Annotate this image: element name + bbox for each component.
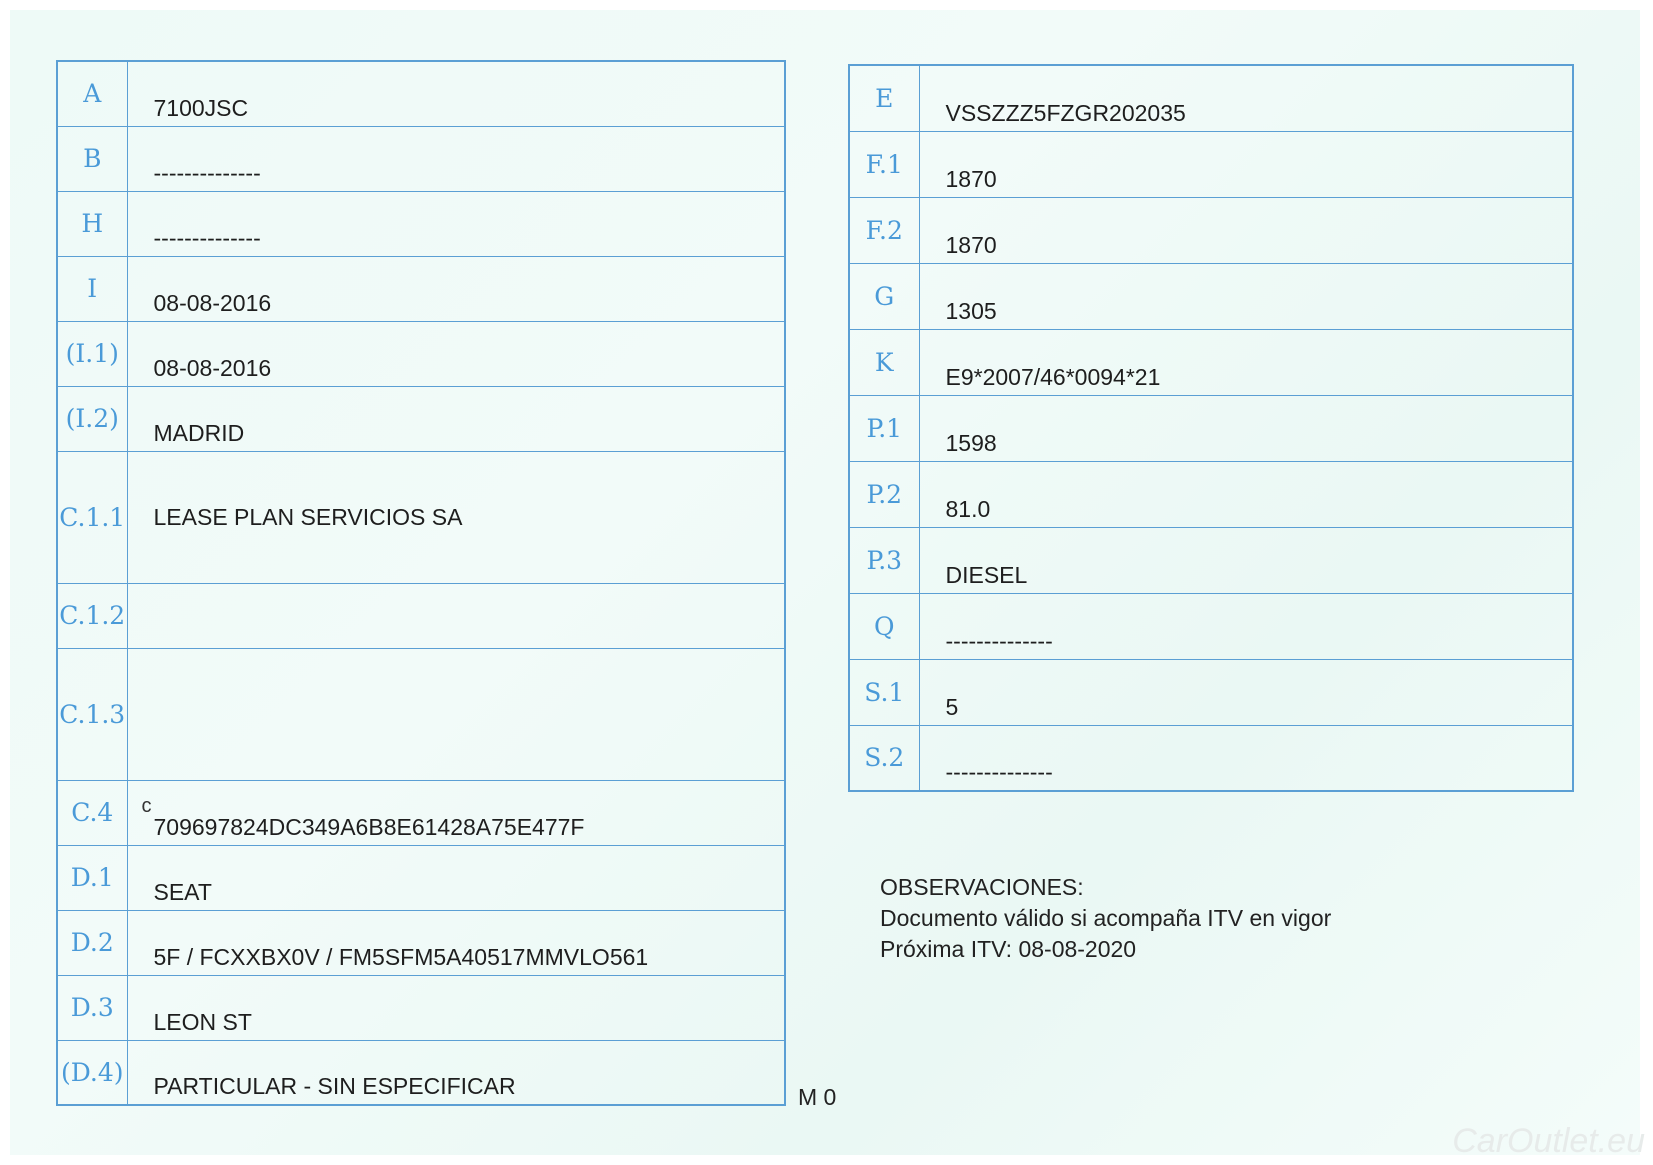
field-value: E9*2007/46*0094*21 [919,329,1573,395]
field-row-e [849,65,1573,131]
field-row-c13 [57,648,785,780]
field-value: 709697824DC349A6B8E61428A75E477F [153,813,585,840]
observations-title: OBSERVACIONES: [880,874,1084,900]
field-prefix: c [141,794,152,817]
field-code: D.1 [57,845,127,910]
field-code: E [849,65,919,131]
field-code: K [849,329,919,395]
field-code: C.1.2 [57,583,127,648]
field-row-q [849,593,1573,659]
field-value [127,648,785,780]
field-row-p3 [849,527,1573,593]
field-value: -------------- [127,191,785,256]
field-value: 5F / FCXXBX0V / FM5SFM5A40517MMVLO561 [127,910,785,975]
field-value: VSSZZZ5FZGR202035 [919,65,1573,131]
field-row-s1 [849,659,1573,725]
watermark: CarOutlet.eu [1452,1122,1645,1160]
field-value: 08-08-2016 [127,321,785,386]
field-row-s2 [849,725,1573,791]
field-row-d4 [57,1040,785,1105]
field-row-b [57,126,785,191]
field-row-c11 [57,451,785,583]
field-value: -------------- [127,126,785,191]
field-row-p2 [849,461,1573,527]
field-row-f1 [849,131,1573,197]
field-code: C.4 [57,780,127,845]
field-code: F.2 [849,197,919,263]
field-row-k [849,329,1573,395]
field-value: PARTICULAR - SIN ESPECIFICAR [127,1040,785,1105]
field-code: S.2 [849,725,919,791]
field-row-i [57,256,785,321]
field-value: DIESEL [919,527,1573,593]
field-code: Q [849,593,919,659]
observations-line-2: Próxima ITV: 08-08-2020 [880,936,1137,962]
field-code: G [849,263,919,329]
field-row-c4 [57,780,785,845]
field-row-i1 [57,321,785,386]
field-code: H [57,191,127,256]
field-code: C.1.3 [57,648,127,780]
field-code: B [57,126,127,191]
field-code: D.2 [57,910,127,975]
field-code: D.3 [57,975,127,1040]
field-value: 1305 [919,263,1573,329]
observations-line-1: Documento válido si acompaña ITV en vigor [880,905,1332,931]
field-code: S.1 [849,659,919,725]
footer-code: M 0 [798,1084,837,1110]
field-value: MADRID [127,386,785,451]
field-value: -------------- [919,593,1573,659]
field-row-f2 [849,197,1573,263]
field-value: -------------- [919,725,1573,791]
field-row-d2 [57,910,785,975]
field-value-cell [127,780,785,845]
observations-block [880,872,1331,965]
field-value: 1870 [919,131,1573,197]
field-value [127,583,785,648]
field-row-g [849,263,1573,329]
field-value: SEAT [127,845,785,910]
field-row-c12 [57,583,785,648]
field-code: P.2 [849,461,919,527]
field-code: (D.4) [57,1040,127,1105]
field-value: 81.0 [919,461,1573,527]
field-code: I [57,256,127,321]
field-value: 7100JSC [127,61,785,126]
field-code: P.1 [849,395,919,461]
field-code: C.1.1 [57,451,127,583]
field-row-d3 [57,975,785,1040]
field-value: 1870 [919,197,1573,263]
right-fields-table [848,64,1574,792]
field-value: 5 [919,659,1573,725]
field-row-d1 [57,845,785,910]
field-value: 1598 [919,395,1573,461]
left-fields-table [56,60,786,1106]
field-row-i2 [57,386,785,451]
field-code: F.1 [849,131,919,197]
field-value: LEASE PLAN SERVICIOS SA [127,451,785,583]
field-code: (I.2) [57,386,127,451]
field-row-a [57,61,785,126]
field-value: 08-08-2016 [127,256,785,321]
field-row-h [57,191,785,256]
field-code: P.3 [849,527,919,593]
field-code: A [57,61,127,126]
field-row-p1 [849,395,1573,461]
field-value: LEON ST [127,975,785,1040]
field-code: (I.1) [57,321,127,386]
